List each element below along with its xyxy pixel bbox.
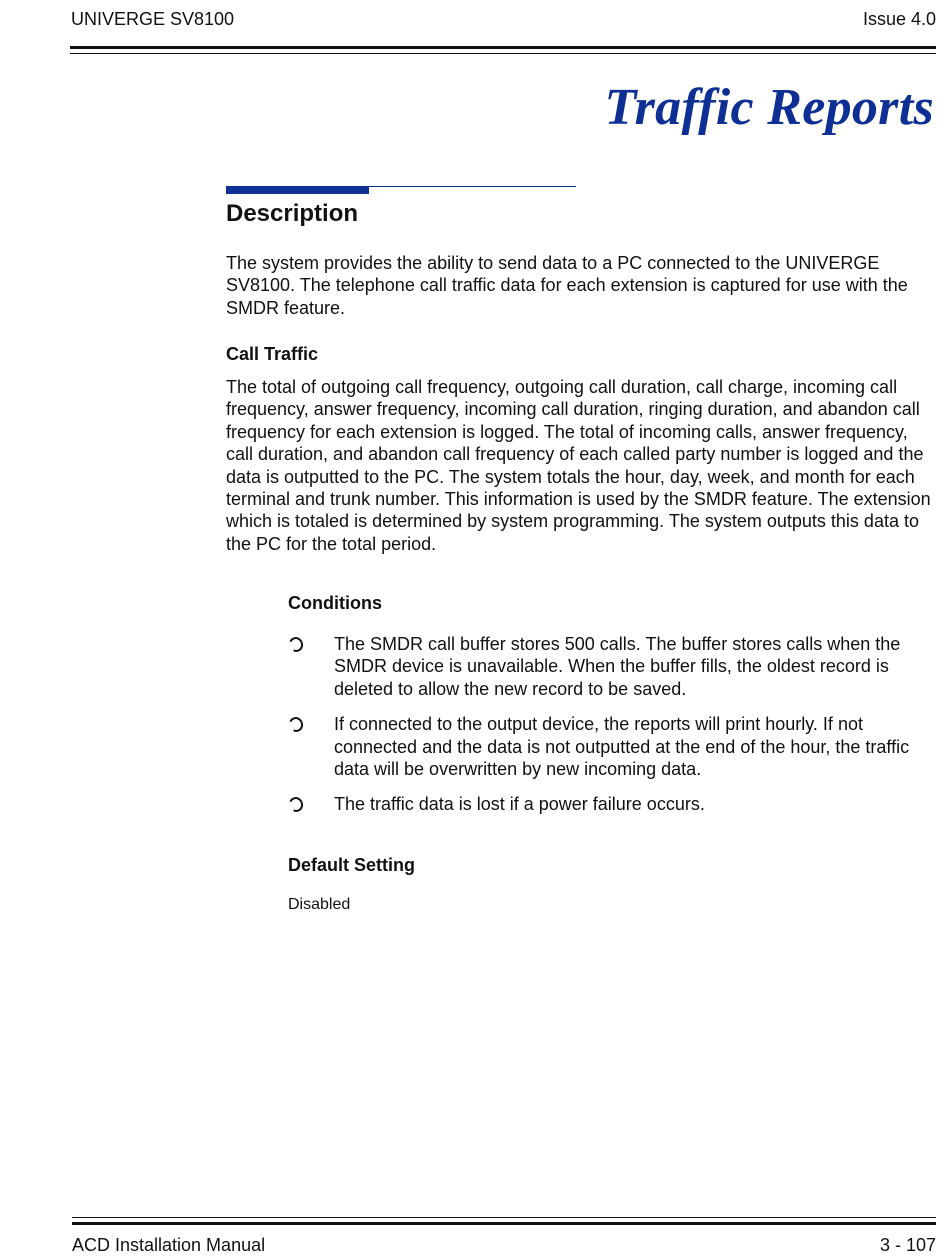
section-divider-thick — [226, 187, 369, 194]
open-circle-bullet-icon — [287, 715, 305, 734]
header-rule-top — [70, 46, 936, 49]
condition-text: The SMDR call buffer stores 500 calls. The buffer stores calls when the SMDR device is unavailable. When the buffer fills, the oldest record is deleted to allow the new record to be saved. — [334, 634, 901, 699]
condition-item — [288, 793, 938, 815]
header-issue: Issue 4.0 — [862, 9, 936, 29]
description-intro: The system provides the ability to send data to a PC connected to the UNIVERGE SV8100. The telephone call traffic data for each extension is captured for use with the SMDR feature. — [226, 253, 908, 318]
open-circle-bullet-icon — [287, 635, 305, 654]
open-circle-bullet-icon — [287, 795, 305, 814]
call-traffic-heading: Call Traffic — [226, 344, 319, 364]
footer-manual: ACD Installation Manual — [72, 1235, 266, 1255]
condition-item — [288, 713, 938, 780]
footer-page-number: 3 - 107 — [879, 1235, 936, 1255]
default-setting-heading: Default Setting — [288, 855, 416, 875]
conditions-heading: Conditions — [288, 593, 382, 613]
condition-text: If connected to the output device, the reports will print hourly. If not connected and the data is not outputted at the end of the hour, the traffic data will be overwritten by new incoming data. — [334, 714, 910, 780]
description-heading: Description — [226, 200, 359, 227]
header-product: UNIVERGE SV8100 — [71, 9, 235, 29]
condition-item — [288, 633, 938, 700]
footer-rule-bottom — [72, 1222, 936, 1225]
page-title: Traffic Reports — [604, 79, 934, 136]
header-rule-bottom — [70, 53, 936, 54]
condition-text: The traffic data is lost if a power failure occurs. — [334, 794, 705, 815]
footer-rule-top — [72, 1217, 936, 1218]
conditions-list — [288, 633, 938, 829]
call-traffic-body: The total of outgoing call frequency, outgoing call duration, call charge, incoming call frequency, answer frequency, incoming call duration, ringing duration, and abandon call frequency for each extension is logged. The total of incoming calls, answer frequency, call duration, and abandon call frequency of each called party number is logged and the data is outputted to the PC. The system totals the hour, day, week, and month for each terminal and trunk number. This information is used by the SMDR feature. The extension which is totaled is determined by system programming. The system outputs this data to the PC for the total period. — [226, 377, 931, 554]
default-setting-value: Disabled — [288, 896, 351, 913]
